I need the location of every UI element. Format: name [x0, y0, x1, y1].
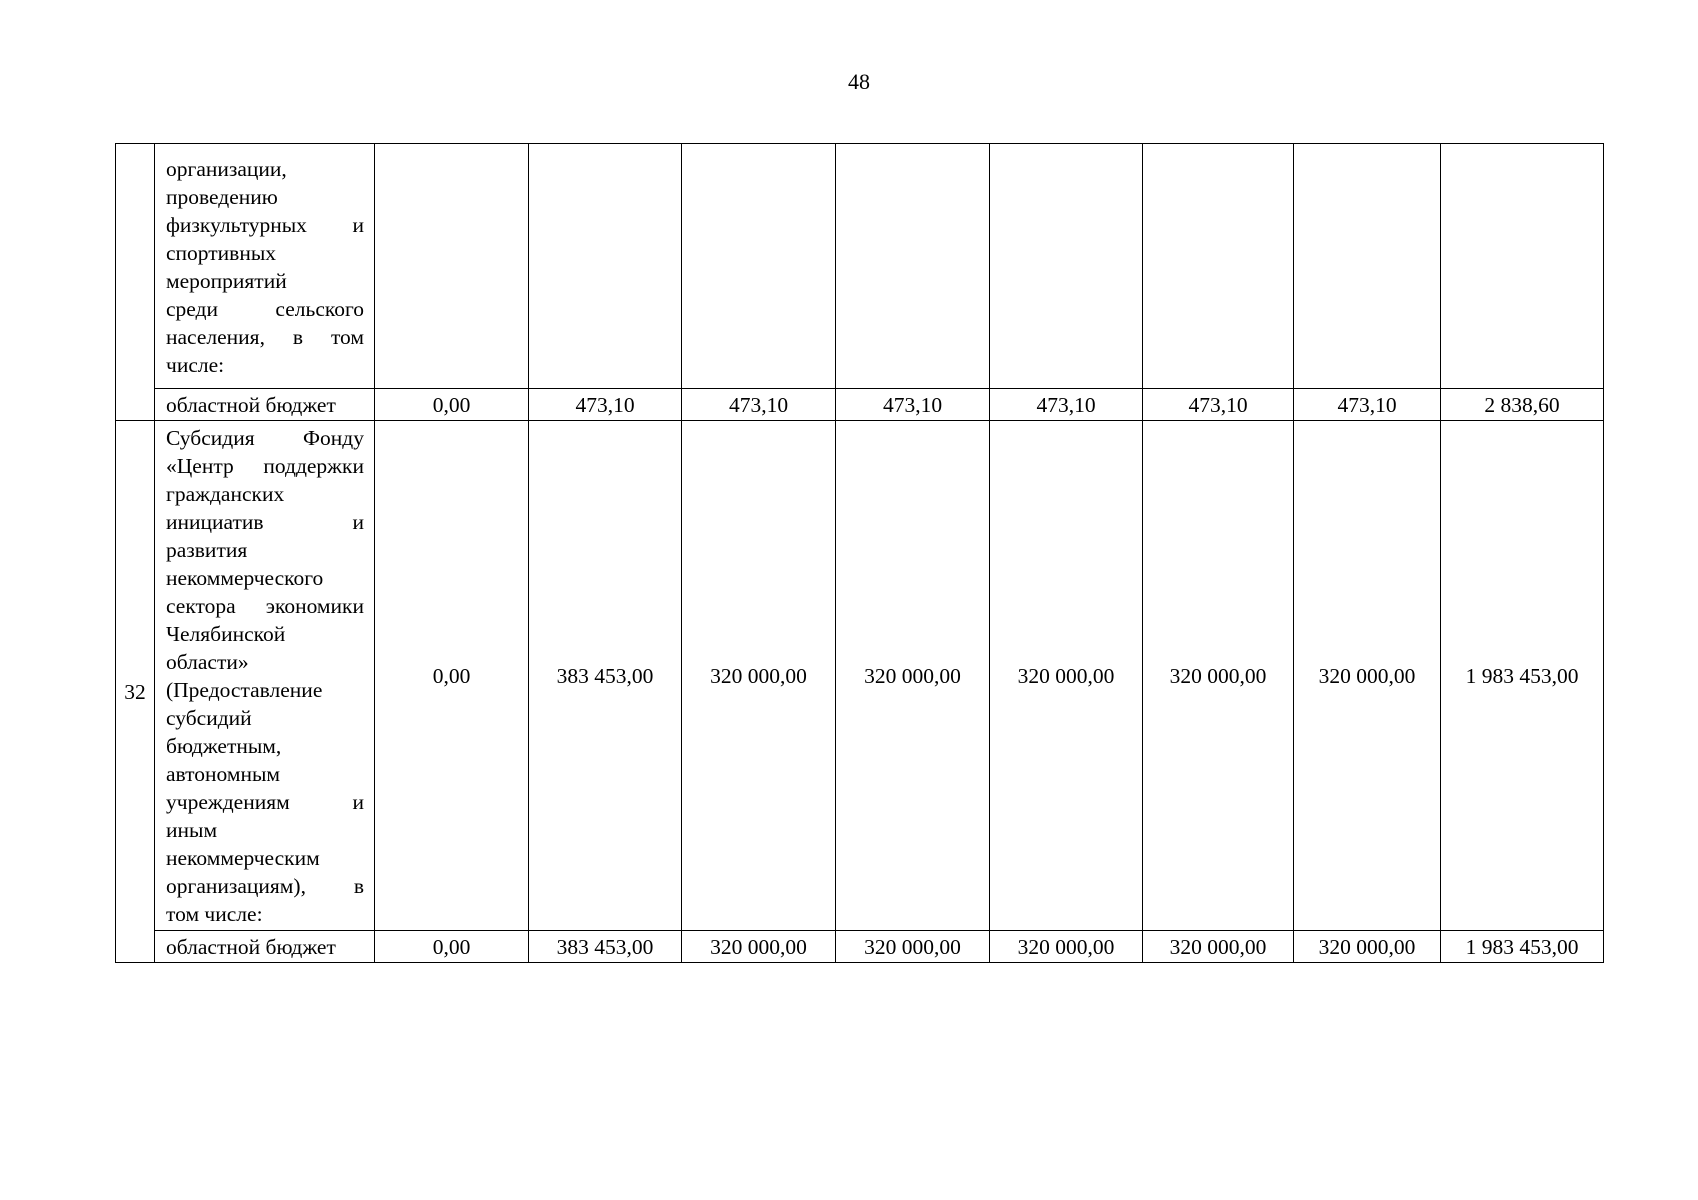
description-line: бюджетным,	[166, 734, 282, 758]
description-line: субсидий	[166, 706, 252, 730]
description-line: организации,	[166, 156, 287, 181]
table-row-continued	[116, 144, 1604, 389]
table-row-subitem	[116, 931, 1604, 963]
description-line: том числе:	[166, 902, 263, 926]
value-cell	[836, 144, 990, 389]
value-cell: 473,10	[836, 389, 990, 421]
row-sub-label: областной бюджет	[155, 931, 375, 963]
description-line: спортивных	[166, 240, 277, 265]
value-cell: 473,10	[529, 389, 682, 421]
description-line: области»	[166, 650, 249, 674]
description-line: некоммерческим	[166, 846, 320, 870]
value-cell: 320 000,00	[1294, 421, 1441, 931]
row-description	[155, 144, 375, 389]
value-cell: 320 000,00	[1143, 931, 1294, 963]
description-line: гражданских	[166, 482, 285, 506]
value-cell: 1 983 453,00	[1441, 421, 1604, 931]
value-cell: 320 000,00	[682, 931, 836, 963]
value-cell: 0,00	[375, 389, 529, 421]
description-line: автономным	[166, 762, 281, 786]
row-index-cell-empty	[116, 144, 155, 421]
row-index: 32	[116, 421, 155, 963]
row-sub-label: областной бюджет	[155, 389, 375, 421]
table-row-subitem	[116, 389, 1604, 421]
value-cell	[1441, 144, 1604, 389]
value-cell	[990, 144, 1143, 389]
page-number: 48	[848, 69, 870, 94]
description-line: сектора экономики	[166, 594, 364, 618]
value-cell: 0,00	[375, 421, 529, 931]
description-line: населения, в том	[166, 324, 364, 349]
description-line: среди сельского	[166, 296, 364, 321]
value-cell	[375, 144, 529, 389]
value-cell: 473,10	[682, 389, 836, 421]
description-line: некоммерческого	[166, 566, 324, 590]
value-cell: 473,10	[990, 389, 1143, 421]
description-line: Челябинской	[166, 622, 286, 646]
value-cell: 2 838,60	[1441, 389, 1604, 421]
value-cell: 383 453,00	[529, 421, 682, 931]
description-line: проведению	[166, 184, 278, 209]
value-cell: 383 453,00	[529, 931, 682, 963]
value-cell: 0,00	[375, 931, 529, 963]
value-cell: 320 000,00	[682, 421, 836, 931]
description-line: числе:	[166, 352, 225, 377]
description-line: развития	[166, 538, 248, 562]
table-row-32	[116, 421, 1604, 931]
value-cell: 320 000,00	[836, 931, 990, 963]
value-cell: 473,10	[1143, 389, 1294, 421]
row-description	[155, 421, 375, 931]
description-line: учреждениям и	[166, 790, 364, 814]
description-line: инициатив и	[166, 510, 364, 534]
value-cell	[682, 144, 836, 389]
value-cell	[1294, 144, 1441, 389]
value-cell: 1 983 453,00	[1441, 931, 1604, 963]
description-line: мероприятий	[166, 268, 287, 293]
description-line: иным	[166, 818, 218, 842]
description-line: организациям), в	[166, 874, 364, 898]
value-cell: 320 000,00	[990, 421, 1143, 931]
value-cell	[529, 144, 682, 389]
value-cell	[1143, 144, 1294, 389]
value-cell: 320 000,00	[1294, 931, 1441, 963]
value-cell: 320 000,00	[990, 931, 1143, 963]
budget-table	[115, 143, 1604, 963]
value-cell: 473,10	[1294, 389, 1441, 421]
description-line: «Центр поддержки	[166, 454, 364, 478]
value-cell: 320 000,00	[1143, 421, 1294, 931]
value-cell: 320 000,00	[836, 421, 990, 931]
description-line: (Предоставление	[166, 678, 323, 702]
description-line: физкультурных и	[166, 212, 364, 237]
description-line: Субсидия Фонду	[166, 426, 364, 450]
